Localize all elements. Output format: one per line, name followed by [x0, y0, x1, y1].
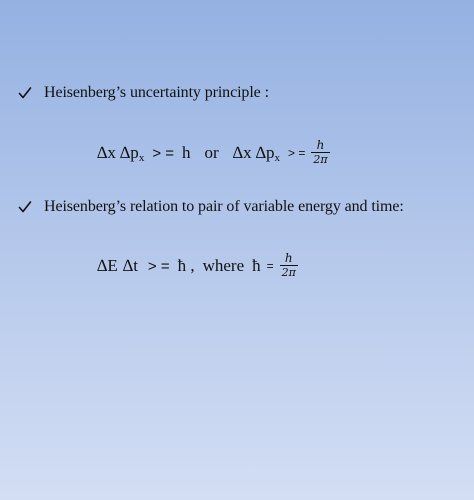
fraction-denominator: 2π	[281, 266, 296, 279]
greater-equal-symbol: > =	[152, 144, 174, 162]
fraction-numerator: h	[316, 138, 325, 152]
bullet-uncertainty-principle	[18, 84, 269, 102]
delta-p: ∆p	[119, 143, 139, 162]
fraction-numerator: h	[284, 251, 293, 265]
h-over-2pi-fraction	[311, 139, 329, 167]
fraction-denominator: 2π	[313, 153, 328, 166]
delta-x: ∆x	[97, 143, 116, 162]
energy-time-equation	[97, 249, 298, 283]
p-subscript-2: x	[274, 152, 280, 164]
delta-p-2: ∆p	[255, 143, 275, 162]
checkmark-icon	[18, 86, 32, 100]
delta-x-2: ∆x	[232, 143, 252, 162]
where-word: where	[202, 256, 245, 275]
h-bar: ħ ,	[177, 256, 195, 275]
bullet-text: Heisenberg’s uncertainty principle :	[44, 84, 269, 101]
bullet-text: Heisenberg’s relation to pair of variable energy and time:	[44, 198, 404, 215]
uncertainty-equation	[97, 136, 330, 170]
bullet-energy-time-relation	[18, 198, 404, 216]
equals-symbol: =	[266, 259, 274, 273]
greater-equal-symbol-2: > =	[287, 146, 306, 160]
or-word: or	[204, 143, 219, 162]
p-subscript: x	[138, 152, 145, 164]
h-bar-2: ħ	[252, 256, 261, 275]
delta-t: ∆t	[122, 256, 138, 275]
delta-e: ∆E	[97, 256, 118, 275]
greater-equal-symbol: > =	[147, 257, 170, 275]
planck-h: h	[182, 143, 191, 162]
h-over-2pi-fraction	[280, 252, 298, 280]
checkmark-icon	[18, 200, 32, 214]
